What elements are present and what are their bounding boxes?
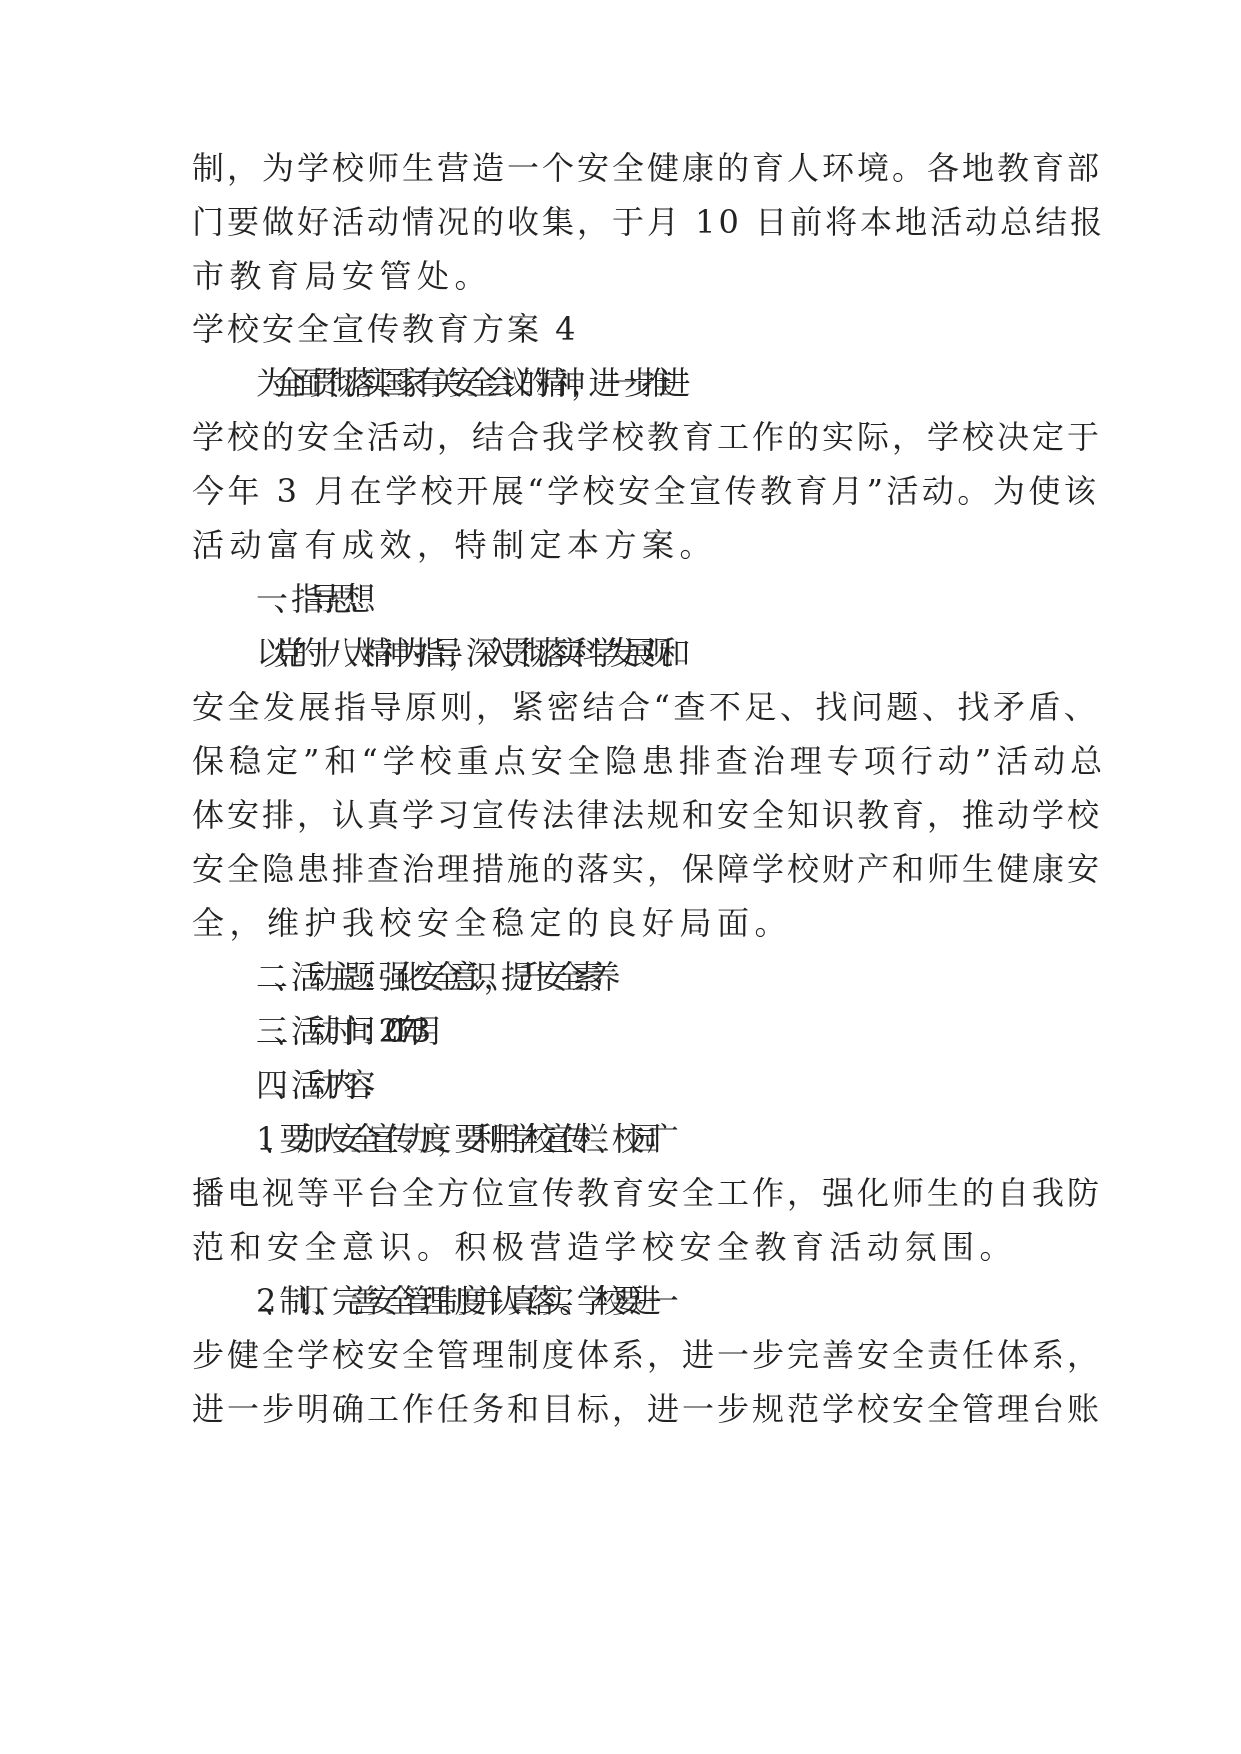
text-line: 播电视等平台全方位宣传教育安全工作，强化师生的自我防 <box>192 1174 1103 1212</box>
text-line: 学校的安全活动，结合我学校教育工作的实际，学校决定于 <box>192 418 1103 456</box>
section-title: 学校安全宣传教育方案 4 <box>192 310 579 348</box>
text-line: 体安排，认真学习宣传法律法规和安全知识教育，推动学校 <box>192 796 1103 834</box>
heading-activity-time: 三、活动时间：2017 年 3 月 <box>256 1012 430 1050</box>
text-line: 今年 3 月在学校开展“学校安全宣传教育月”活动。为使该 <box>192 472 1100 510</box>
text-line: 以党的十八大精神为指导，深入贯彻落实科学发展观和 <box>256 634 677 672</box>
text-line: 制，为学校师生营造一个安全健康的育人环境。各地教育部 <box>192 149 1103 187</box>
text-line: 活动富有成效，特制定本方案。 <box>192 526 718 564</box>
text-line: 范和安全意识。积极营造学校安全教育活动氛围。 <box>192 1228 1018 1266</box>
heading-activity-theme: 二、活动主题：强化安全意识，提升安全素养 <box>256 958 607 996</box>
heading-guiding-thought: 一、指导思想 <box>256 580 362 618</box>
text-line: 市教育局安管处。 <box>192 257 493 295</box>
text-line: 步健全学校安全管理制度体系，进一步完善安全责任体系， <box>192 1336 1103 1374</box>
text-line: 保稳定”和“学校重点安全隐患排查治理专项行动”活动总 <box>192 742 1108 780</box>
text-line: 为全面贯彻落实国家有关安全会议的精神，进一步推进 <box>256 364 677 402</box>
heading-activity-content: 四、活动内容： <box>256 1066 379 1104</box>
text-line: 安全隐患排查治理措施的落实，保障学校财产和师生健康安 <box>192 850 1103 888</box>
text-line: 进一步明确工作任务和目标，进一步规范学校安全管理台账 <box>192 1390 1103 1428</box>
text-line: 1、要加大安全宣传力度，要利用学校宣传栏、校园广 <box>256 1120 665 1158</box>
text-line: 门要做好活动情况的收集，于月 10 日前将本地活动总结报 <box>192 203 1106 241</box>
text-line: 2、制订、完善安全管理制度并认真落实。学校要进一 <box>256 1282 665 1320</box>
text-line: 安全发展指导原则，紧密结合“查不足、找问题、找矛盾、 <box>192 688 1100 726</box>
text-line: 全，维护我校安全稳定的良好局面。 <box>192 904 793 942</box>
